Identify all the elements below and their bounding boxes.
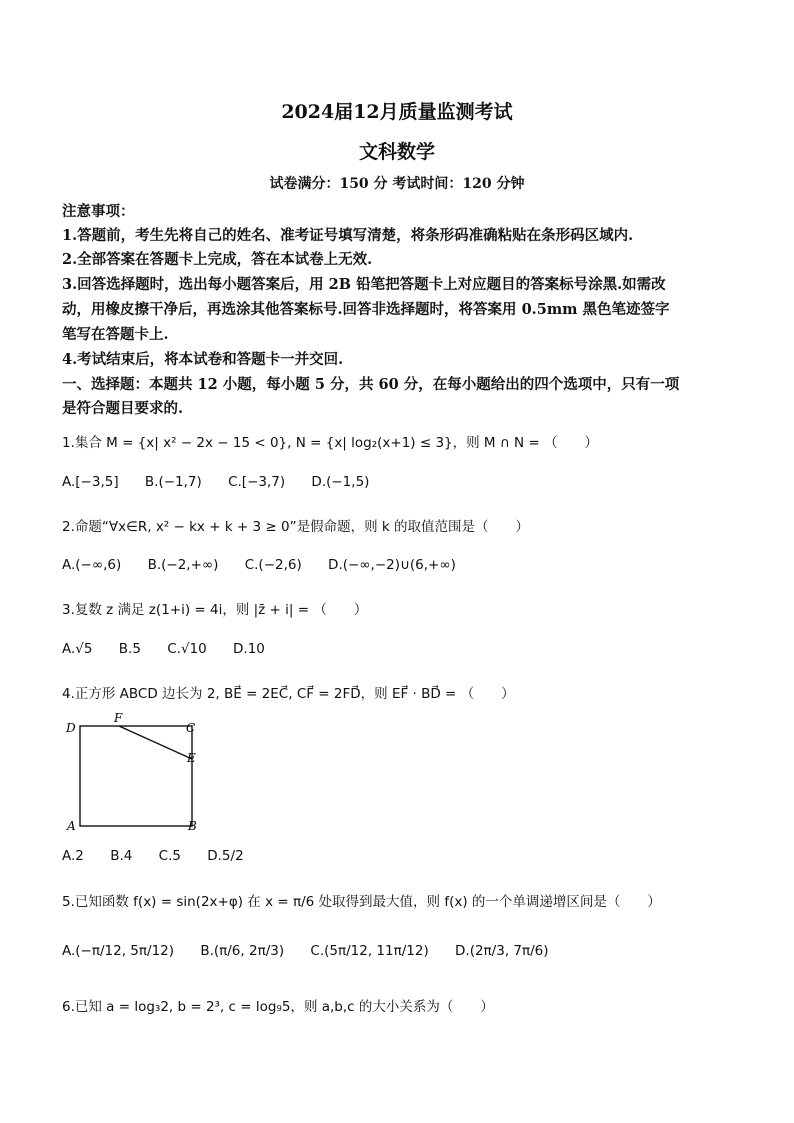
q1-option-d: D.(−1,5) <box>311 474 370 490</box>
q3-option-d: D.10 <box>233 641 265 657</box>
q3-option-c: C.√10 <box>167 641 207 657</box>
q3-option-a: A.√5 <box>62 641 93 657</box>
question-6-stem: 6.已知 a = log₃2, b = 2³, c = log₉5，则 a,b,c 的大小关系为（ ） <box>62 999 494 1015</box>
notice-item-3b: 动，用橡皮擦干净后，再选涂其他答案标号.回答非选择题时，将答案用 0.5mm 黑色笔迹签字 <box>62 301 670 318</box>
notice-heading: 注意事项： <box>62 203 135 220</box>
q5-option-c: C.(5π/12, 11π/12) <box>310 943 429 959</box>
question-1-stem: 1.集合 M = {x| x² − 2x − 15 < 0}, N = {x| log₂(x+1) ≤ 3}，则 M ∩ N = （ ） <box>62 435 599 451</box>
notice-item-4: 4.考试结束后，将本试卷和答题卡一并交回. <box>62 351 344 368</box>
q3-option-b: B.5 <box>118 641 141 657</box>
notice-item-3c: 笔写在答题卡上. <box>62 326 169 343</box>
label-f: F <box>114 711 123 725</box>
notice-item-2: 2.全部答案在答题卡上完成，答在本试卷上无效. <box>62 251 373 268</box>
q4-option-d: D.5/2 <box>207 848 244 864</box>
question-4-options <box>62 848 266 864</box>
segment-ef <box>119 726 192 759</box>
label-b: B <box>188 819 197 833</box>
question-2-stem: 2.命题“∀x∈R, x² − kx + k + 3 ≥ 0”是假命题，则 k 的取值范围是（ ） <box>62 519 529 535</box>
section1-line-1: 一、选择题：本题共 12 小题，每小题 5 分，共 60 分，在每小题给出的四个选项中，只有一项 <box>62 376 680 393</box>
question-3-stem: 3.复数 z 满足 z(1+i) = 4i，则 |z̄ + i| = （ ） <box>62 602 368 618</box>
q2-option-b: B.(−2,+∞) <box>147 557 219 573</box>
notice-item-1: 1.答题前，考生先将自己的姓名、准考证号填写清楚，将条形码准确粘贴在条形码区域内. <box>62 227 634 244</box>
q4-option-a: A.2 <box>62 848 84 864</box>
q1-option-a: A.[−3,5] <box>62 474 119 490</box>
square-outline <box>80 726 192 826</box>
label-e: E <box>187 751 196 765</box>
q2-option-c: C.(−2,6) <box>244 557 302 573</box>
question-2-options <box>62 557 478 573</box>
question-1-options <box>62 474 391 490</box>
question-4-stem: 4.正方形 ABCD 边长为 2, BE⃗ = 2EC⃗, CF⃗ = 2FD⃗，则 EF⃗ · BD⃗ = （ ） <box>62 686 515 702</box>
label-c: C <box>186 721 196 735</box>
q4-option-c: C.5 <box>158 848 181 864</box>
label-d: D <box>66 721 76 735</box>
exam-title: 2024届12月质量监测考试 <box>281 101 513 123</box>
exam-subject: 文科数学 <box>358 141 435 163</box>
q5-option-b: B.(π/6, 2π/3) <box>200 943 285 959</box>
q1-option-b: B.(−1,7) <box>144 474 202 490</box>
q5-option-a: A.(−π/12, 5π/12) <box>62 943 175 959</box>
q5-option-d: D.(2π/3, 7π/6) <box>455 943 549 959</box>
exam-info: 试卷满分：150 分 考试时间：120 分钟 <box>269 176 525 192</box>
question-5-options <box>62 943 571 959</box>
question-3-options <box>62 641 287 657</box>
q1-option-c: C.[−3,7) <box>228 474 286 490</box>
label-a: A <box>67 819 76 833</box>
q2-option-a: A.(−∞,6) <box>62 557 122 573</box>
section1-line-2: 是符合题目要求的. <box>62 400 184 417</box>
q4-option-b: B.4 <box>110 848 133 864</box>
notice-item-3a: 3.回答选择题时，选出每小题答案后，用 2B 铅笔把答题卡上对应题目的答案标号涂黑.如需改 <box>62 276 666 293</box>
question-5-stem: 5.已知函数 f(x) = sin(2x+φ) 在 x = π/6 处取得到最大值，则 f(x) 的一个单调递增区间是（ ） <box>62 894 661 910</box>
square-abcd-figure <box>62 710 202 835</box>
q2-option-d: D.(−∞,−2)∪(6,+∞) <box>328 557 456 573</box>
